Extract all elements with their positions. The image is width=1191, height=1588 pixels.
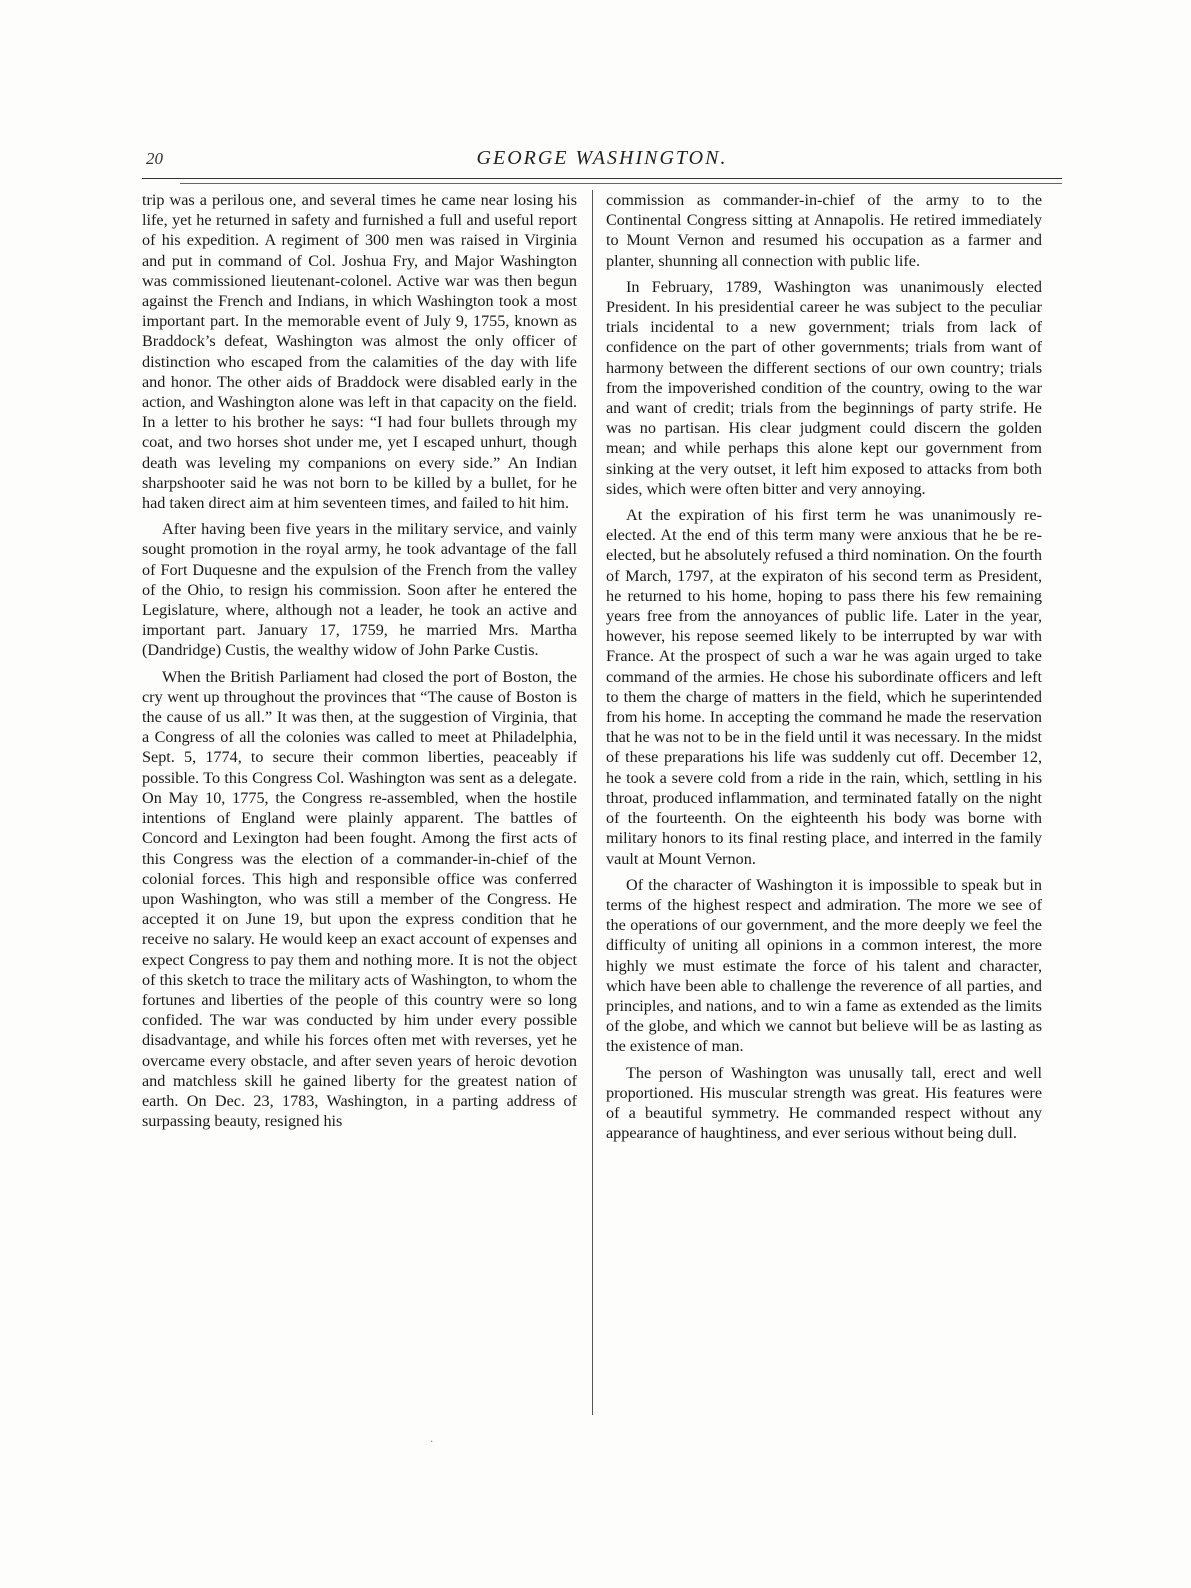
paragraph: When the British Parliament had closed the port of Boston, the cry went up throughout the provinces that “The cause of Boston is the cause of us all.” It was then, at the suggestion of Virginia, that a Congress of all the colonies was called to meet at Philadelphia, Sept. 5, 1774, to secure their common liberties, peaceably if possible. To this Congress Col. Washington was sent as a delegate. On May 10, 1775, the Congress re-assembled, when the hostile intentions of England were plainly apparent. The battles of Concord and Lexington had been fought. Among the first acts of this Congress was the election of a commander-in-chief of the colonial forces. This high and responsible office was conferred upon Washington, who was still a member of the Congress. He accepted it on June 19, but upon the express condition that he receive no salary. He would keep an exact account of expenses and expect Congress to pay them and nothing more. It is not the object of this sketch to trace the military acts of Washington, to whom the fortunes and liberties of the people of this country were so long confided. The war was conducted by him under every possible disadvantage, and while his forces often met with reverses, yet he overcame every obstacle, and after seven years of heroic devotion and matchless skill he gained liberty for the greatest nation of earth. On Dec. 23, 1783, Washington, in a parting address of surpassing beauty, resigned his <box>142 667 577 1131</box>
page-number: 20 <box>146 149 163 168</box>
column-divider <box>592 190 593 1415</box>
paragraph: In February, 1789, Washington was unanimously elected President. In his presidential career he was subject to the peculiar trials incidental to a new government; trials from lack of confidence on the part of other governments; trials from want of harmony between the different sections of our own country; trials from the impoverished condition of the country, owing to the war and want of credit; trials from the beginnings of party strife. He was no partisan. His clear judgment could discern the golden mean; and while perhaps this alone kept our government from sinking at the very outset, it left him exposed to attacks from both sides, which were often bitter and very annoying. <box>606 277 1042 498</box>
paragraph: At the expiration of his first term he was unanimously re-elected. At the end of this term many were anxious that he be re-elected, but he absolutely refused a third nomination. On the fourth of March, 1797, at the expiraton of his second term as President, he returned to his home, hoping to pass there his few remaining years free from the annoyances of public life. Later in the year, however, his repose seemed likely to be interrupted by war with France. At the prospect of such a war he was again urged to take command of the armies. He chose his subordinate officers and left to them the charge of matters in the field, which he superintended from his home. In accepting the command he made the reservation that he was not to be in the field until it was necessary. In the midst of these preparations his life was suddenly cut off. December 12, he took a severe cold from a ride in the rain, which, settling in his throat, produced inflammation, and terminated fatally on the night of the fourteenth. On the eighteenth his body was borne with military honors to its final resting place, and interred in the family vault at Mount Vernon. <box>606 506 1042 868</box>
paragraph: After having been five years in the military service, and vainly sought promotion in the royal army, he took advantage of the fall of Fort Duquesne and the expulsion of the French from the valley of the Ohio, to resign his commission. Soon after he entered the Legislature, where, although not a leader, he took an active and important part. January 17, 1759, he married Mrs. Martha (Dandridge) Custis, the wealthy widow of John Parke Custis. <box>142 520 577 660</box>
running-title: GEORGE WASHINGTON. <box>476 147 728 169</box>
header-rule-thin <box>180 183 1062 184</box>
left-column <box>142 190 577 1137</box>
header-rule <box>142 178 1062 179</box>
running-head <box>142 147 1062 177</box>
paragraph: commission as commander-in-chief of the army to to the Continental Congress sitting at Annapolis. He retired immediately to Mount Vernon and resumed his occupation as a farmer and planter, shunning all connection with public life. <box>606 191 1042 270</box>
right-column <box>606 190 1042 1149</box>
paragraph: The person of Washington was unusally tall, erect and well proportioned. His muscular strength was great. His features were of a beautiful symmetry. He commanded respect without any appearance of haughtiness, and ever serious without being dull. <box>606 1063 1042 1143</box>
paragraph: Of the character of Washington it is impossible to speak but in terms of the highest respect and admiration. The more we see of the operations of our government, and the more deeply we feel the difficulty of uniting all opinions in a common interest, the more highly we must estimate the force of his talent and character, which have been able to challenge the reverence of all parties, and principles, and nations, and to win a fame as extended as the limits of the globe, and which we cannot but believe will be as lasting as the existence of man. <box>606 875 1042 1056</box>
print-speck: · <box>430 1437 434 1448</box>
paragraph: trip was a perilous one, and several times he came near losing his life, yet he returned in safety and furnished a full and useful report of his expedition. A regiment of 300 men was raised in Virginia and put in command of Col. Joshua Fry, and Major Washington was commissioned lieutenant-colonel. Active war was then begun against the French and Indians, in which Washington took a most important part. In the memorable event of July 9, 1755, known as Braddock’s defeat, Washington was almost the only officer of distinction who escaped from the calamities of the day with life and honor. The other aids of Braddock were disabled early in the action, and Washington alone was left in that capacity on the field. In a letter to his brother he says: “I had four bullets through my coat, and two horses shot under me, yet I escaped unhurt, though death was leveling my companions on every side.” An Indian sharpshooter said he was not born to be killed by a bullet, for he had taken direct aim at him seventeen times, and failed to hit him. <box>142 191 577 513</box>
